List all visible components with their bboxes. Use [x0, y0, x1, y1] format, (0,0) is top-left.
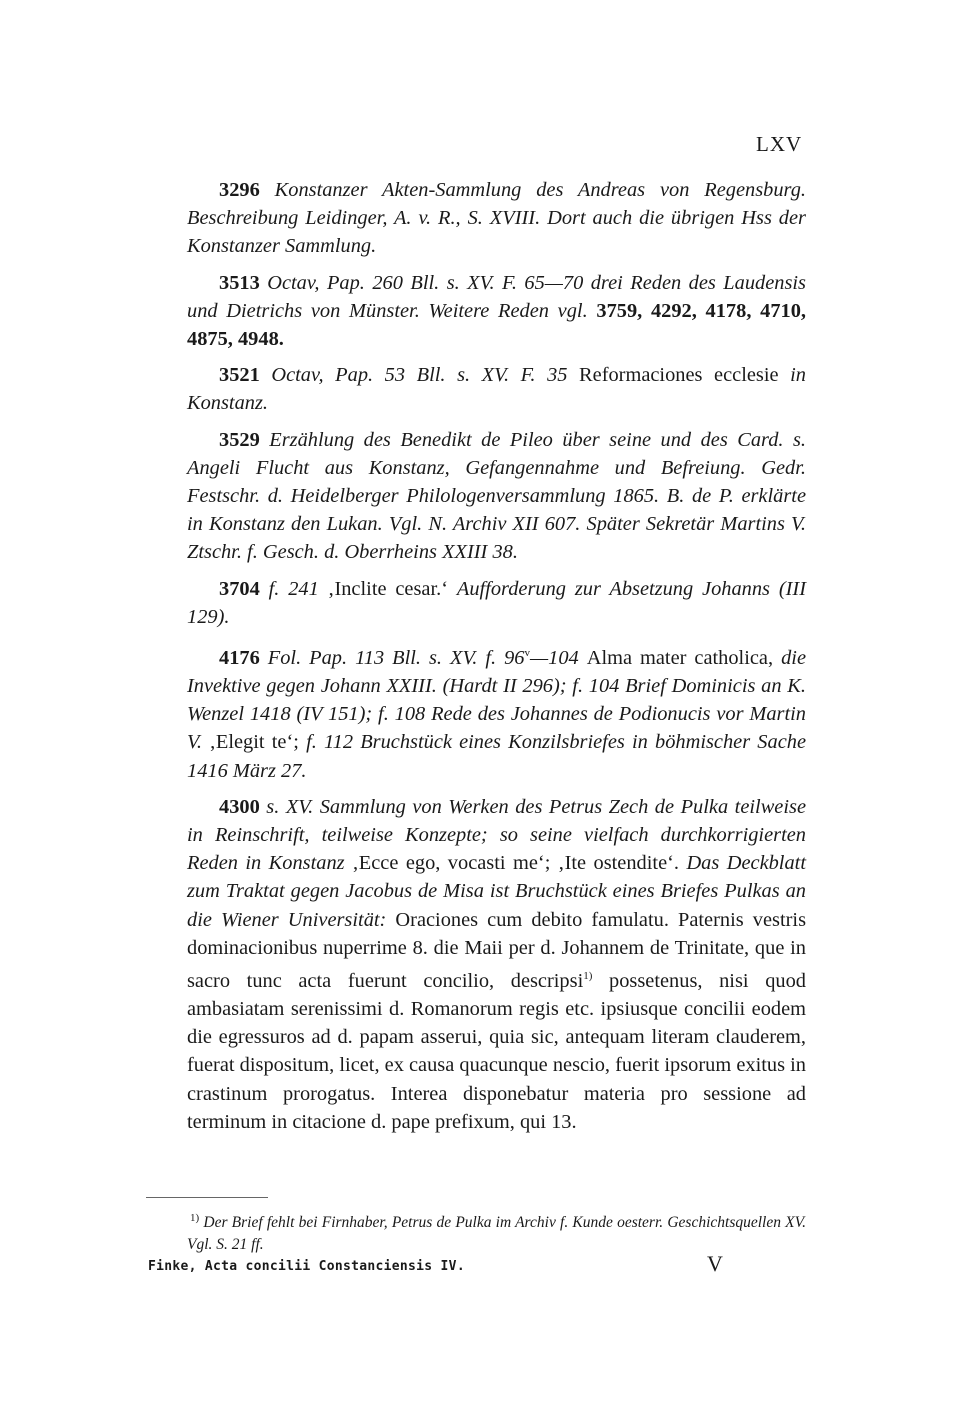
footnote [187, 1207, 806, 1256]
entry-text-roman: ‚Elegit te‘; [209, 731, 307, 754]
catalog-entry [187, 269, 806, 354]
entry-text-italic: Das Deckblatt zum Traktat gegen Jacobus de Misa ist Bruchstück eines Briefes Pulkas an die Wiener Universität: [187, 852, 806, 931]
entry-text-italic: die Invektive gegen Johann XXIII. (Hardt II 296); f. 104 Brief Dominicis an K. Wenzel 1418 (IV 151); f. 108 Rede des Johannes de Podionucis vor Martin V. [187, 646, 806, 754]
entry-number: 4176 [219, 646, 260, 669]
footnote-text: Der Brief fehlt bei Firnhaber, Petrus de Pulka im Archiv f. Kunde oesterr. Geschichtsquellen XV. Vgl. S. 21 ff. [187, 1214, 806, 1254]
entry-number: 3296 [219, 179, 260, 201]
entry-text-roman: Reformaciones ecclesie [579, 364, 791, 387]
superscript-mark: 1) [583, 970, 593, 983]
entry-text-italic: —104 [530, 646, 587, 669]
entry-text-italic: f. 112 Bruchstück eines Konzilsbriefes in böhmischer Sache 1416 März 27. [187, 731, 806, 782]
entry-text-italic: Konstanzer Akten-Sammlung des Andreas von Regensburg. Beschreibung Leidinger, A. v. R., S. XVIII. Dort auch die übrigen Hss der Konstanzer Sammlung. [187, 179, 806, 258]
entry-text-roman: possetenus, nisi quod ambasiatam serenissimi d. Romanorum regis etc. ipsiusque concilii eodem die egressuros ad d. papam asserui, quia sic, antequam literam clauderem, fuerat dispositum, licet, ex causa quacunque nescio, fuerit ipsorum exitus in crastinum prorogatus. Interea disponebatur materia pro sessione ad terminum in citacione d. pape prefixum, qui 13. [187, 969, 806, 1133]
entry-text-italic: s. XV. Sammlung von Werken des Petrus Zech de Pulka teilweise in Reinschrift, teilweise Konzepte; so seine vielfach durchkorrigierten Reden in Konstanz [187, 795, 806, 875]
entry-number: 4300 [219, 795, 260, 818]
entry-number: 3521 [219, 364, 260, 387]
entry-text-roman: ‚Inclite cesar.‘ [327, 577, 457, 600]
entry-text-italic: Octav, Pap. 53 Bll. s. XV. F. 35 [259, 364, 580, 387]
entry-text-roman: Oraciones cum debito famulatu. Paternis vestris dominacionibus nuperrime 8. die Maii per d. Johannem de Trinitate, que in sacro tunc acta fuerunt concilio, descripsi [187, 908, 807, 992]
imprint-line: Finke, Acta concilii Constanciensis IV. [148, 1259, 465, 1274]
entry-text-italic: Erzählung des Benedikt de Pileo über seine und des Card. s. Angeli Flucht aus Konstanz, Gefangennahme und Befreiung. Gedr. Festschr. d. Heidelberger Philologenversammlung 1865. B. de P. erklärte in Konstanz den Lukan. Vgl. N. Archiv XII 607. Später Sekretär Martins V. Ztschr. f. Gesch. d. Oberrheins XXIII 38. [187, 428, 806, 564]
entry-text-italic: Fol. Pap. 113 Bll. s. XV. f. 96 [259, 646, 525, 669]
entry-text-italic: in Konstanz. [187, 364, 806, 415]
entry-text-roman: Alma mater catholica, [586, 646, 782, 669]
catalog-entry [187, 361, 806, 417]
entry-text-italic: f. 241 [259, 577, 328, 600]
footnote-divider [146, 1197, 268, 1198]
signature-mark: V [707, 1251, 723, 1276]
entry-number: 3513 [219, 271, 260, 294]
entry-text-italic: Octav, Pap. 260 Bll. s. XV. F. 65—70 drei Reden des Laudensis und Dietrichs von Münster. Weitere Reden vgl. [187, 271, 806, 322]
catalog-entry [187, 575, 806, 631]
catalog-entry [187, 426, 806, 567]
catalog-entry [187, 793, 806, 1136]
catalog-entry [187, 176, 806, 261]
footnote-mark: 1) [190, 1212, 200, 1224]
page-body [187, 176, 806, 1136]
entry-number: 3704 [219, 577, 260, 600]
page-number: LXV [756, 132, 803, 156]
entry-number: 3529 [219, 428, 260, 451]
entry-numbers-bold: 3759, 4292, 4178, 4710, 4875, 4948. [187, 299, 807, 351]
entry-text-roman: ‚Ecce ego, vocasti me‘; ‚Ite ostendite‘. [352, 852, 687, 875]
superscript-mark: v [524, 647, 531, 660]
entry-text-italic: Aufforderung zur Absetzung Johanns (III 129). [187, 577, 806, 628]
catalog-entry [187, 639, 806, 785]
